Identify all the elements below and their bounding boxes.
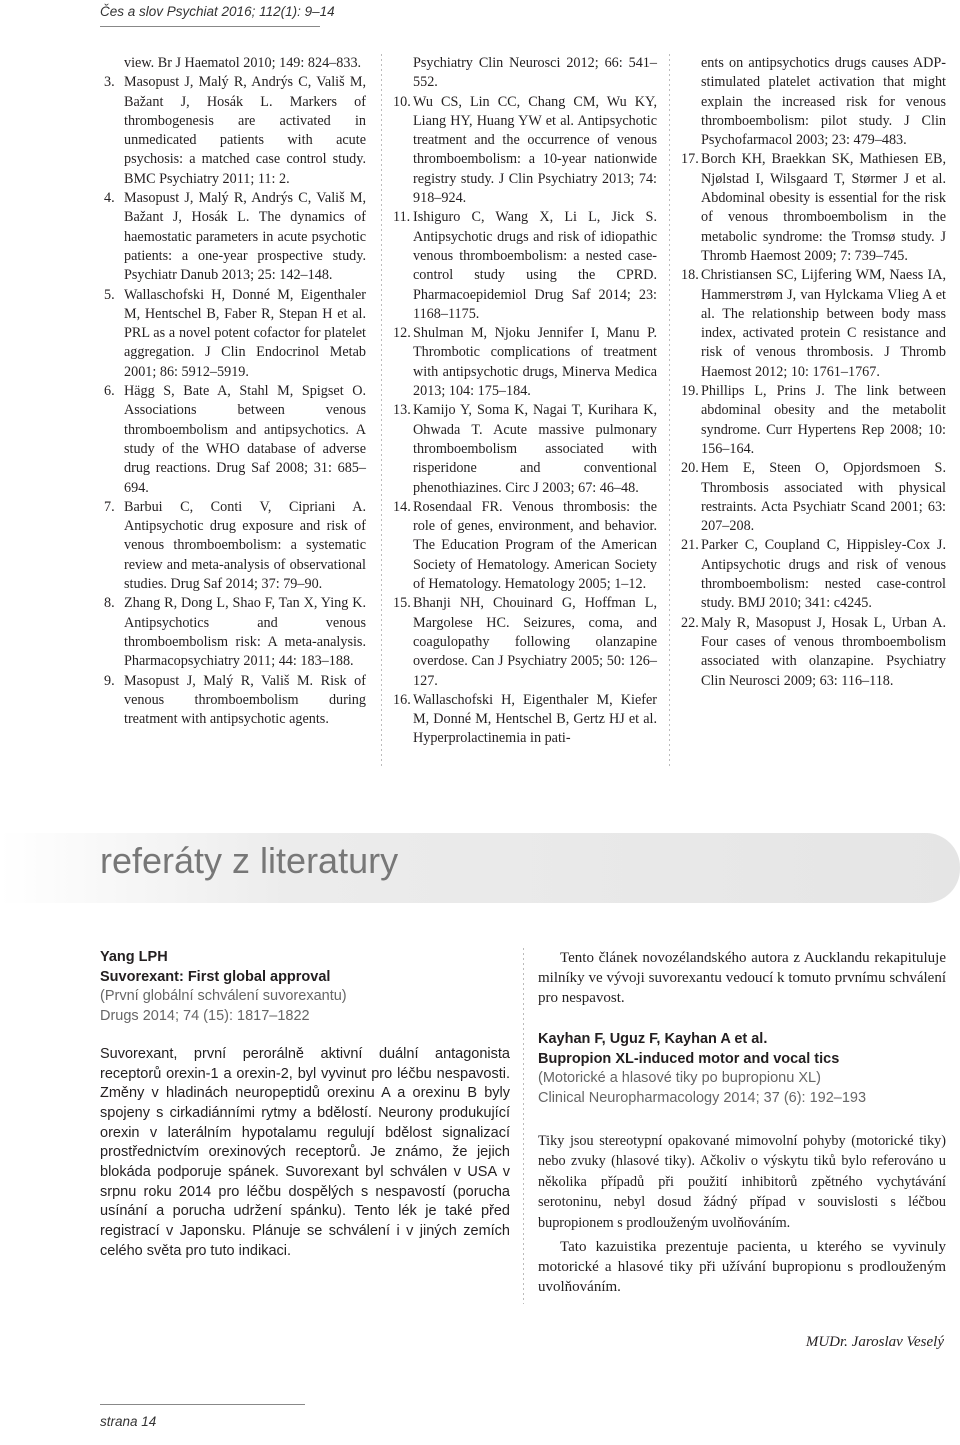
- reference-item: [104, 73, 366, 189]
- article-2-title-cz: (Motorické a hlasové tiky po bupropionu XL): [538, 1070, 821, 1087]
- reference-number: 3.: [104, 74, 115, 91]
- references-column-1: [104, 54, 366, 729]
- reference-text: Christiansen SC, Lijfering WM, Naess IA, Hammerstrøm J, van Hylckama Vlieg A et al. The relationship between body mass index, activated protein C resistance and risk of venous thrombosis. J Thromb Haemost 2012; 10: 1761–1767.: [701, 267, 946, 380]
- footer-rule: [100, 1404, 305, 1405]
- reference-text: Hem E, Steen O, Opjordsmoen S. Thrombosis associated with physical restraints. Acta Psychiatr Scand 2001; 63: 207–208.: [701, 460, 946, 535]
- article-divider: [523, 948, 524, 1304]
- article-1-body: Suvorexant, první perorálně aktivní duální antagonista receptorů orexin-1 a orexin-2, byl vyvinut pro léčbu nespavosti. Změny v hladinách neuropeptidů orexinu A a orexinu B byly spojeny s cirkadiánními rytmy a bdělostí. Neurony produkující orexin v laterálním hypotalamu regulují bdělost signalizací prostřednictvím orexinových receptorů. Je známo, že jejich blokáda podporuje spánek. Suvorexant byl schválen v USA v srpnu roku 2014 pro léčbu dospělých s nespavostí (porucha usínání a porucha udržení spánku). Tento lék je také před registrací v Japonsku. Plánuje se schválení i v jiných zemích celého světa pro tuto indikaci.: [100, 1045, 510, 1259]
- running-head: Čes a slov Psychiat 2016; 112(1): 9–14: [100, 4, 335, 19]
- reference-item: [104, 189, 366, 285]
- column-divider: [669, 54, 670, 768]
- article-2-title: Bupropion XL-induced motor and vocal tics: [538, 1050, 840, 1067]
- reference-number: 10.: [393, 93, 411, 110]
- article-1: [100, 948, 510, 1262]
- page-footer: strana 14: [100, 1414, 157, 1429]
- section-title: referáty z literatury: [100, 840, 399, 881]
- reference-number: [104, 54, 124, 73]
- reference-item: [104, 672, 366, 730]
- reference-number: 7.: [104, 498, 115, 515]
- reference-text: Barbui C, Conti V, Cipriani A. Antipsychotic drug exposure and risk of venous thromboembolism: a systematic review and meta-analysis of observational studies. Drug Saf 2014; 37: 79–90.: [124, 498, 366, 593]
- reference-item: [393, 691, 657, 749]
- article-2-body-1: Tiky jsou stereotypní opakované mimovolní pohyby (motorické tiky) nebo zvuky (hlasové tiky). Ačkoliv o výskytu tiků bylo referováno u několika případů při použití inhibitorů zpětného vychytávání serotoninu, nebyl dosud žádný případ v souvislosti s léčbou bupropionem s prodlouženým uvolňováním.: [538, 1132, 946, 1231]
- reference-number: 9.: [104, 672, 115, 689]
- reference-number: [681, 54, 701, 150]
- reference-item: [393, 498, 657, 594]
- reference-number: 4.: [104, 190, 115, 207]
- reference-text: Masopust J, Malý R, Andrýs C, Vališ M, Bažant J, Hosák L. Markers of thrombogenesis are activated in unmedicated patients with acute psychosis: a matched case control study. BMC Psychiatry 2011; 11: 2.: [124, 74, 366, 187]
- reference-item: [393, 324, 657, 401]
- article-1-title-cz: (První globální schválení suvorexantu): [100, 988, 347, 1005]
- reference-text: Psychiatry Clin Neurosci 2012; 66: 541–552.: [413, 55, 657, 91]
- reference-text: view. Br J Haematol 2010; 149: 824–833.: [124, 55, 362, 71]
- reference-item: [393, 93, 657, 209]
- reference-number: 17.: [681, 151, 699, 168]
- reference-text: Kamijo Y, Soma K, Nagai T, Kurihara K, Ohwada T. Acute massive pulmonary thromboembolism associated with risperidone and conventional phenothiazines. Circ J 2003; 67: 46–48.: [413, 402, 657, 496]
- reference-text: Wu CS, Lin CC, Chang CM, Wu KY, Liang HY, Huang YW et al. Antipsychotic treatment and the occurrence of venous thromboembolism: a 10-year nationwide registry study. J Clin Psychiatry 2013; 74: 918–924.: [413, 93, 657, 207]
- reference-item: [681, 54, 946, 150]
- reference-number: 14.: [393, 498, 411, 515]
- reference-number: 22.: [681, 614, 699, 631]
- reference-number: 15.: [393, 595, 411, 612]
- reference-number: 11.: [393, 209, 411, 226]
- reference-number: [393, 54, 413, 93]
- reference-item: [104, 286, 366, 382]
- article-1-journal: Drugs 2014; 74 (15): 1817–1822: [100, 1008, 310, 1025]
- reference-text: Ishiguro C, Wang X, Li L, Jick S. Antipsychotic drugs and risk of idiopathic venous thromboembolism: a nested case-control study using the CPRD. Pharmacoepidemiol Drug Saf 2014; 23: 1168–1175.: [413, 209, 657, 322]
- reference-number: 8.: [104, 595, 115, 612]
- reference-number: 16.: [393, 691, 411, 708]
- reference-number: 18.: [681, 267, 699, 284]
- reference-number: 13.: [393, 402, 411, 419]
- reference-item: [393, 401, 657, 497]
- reference-number: 12.: [393, 325, 411, 342]
- reference-text: Wallaschofski H, Donné M, Eigenthaler M, Hentschel B, Faber R, Stepan H et al. PRL as a novel potent cofactor for platelet aggregation. J Clin Endocrinol Metab 2001; 86: 5912–5919.: [124, 286, 366, 380]
- reference-text: Parker C, Coupland C, Hippisley-Cox J. Antipsychotic drugs and risk of venous thromboembolism: nested case-control study. BMJ 2010; 341: c4245.: [701, 537, 946, 612]
- reference-text: Rosendaal FR. Venous thrombosis: the role of genes, environment, and behavior. The Education Program of the American Society of Hematology. American Society of Hematology. Hematology 2005; 1–12.: [413, 498, 657, 593]
- reference-number: 6.: [104, 383, 115, 400]
- reference-item: [393, 594, 657, 690]
- reference-number: 21.: [681, 537, 699, 554]
- reference-item: [104, 594, 366, 671]
- reference-number: 5.: [104, 286, 115, 303]
- references-column-2: [393, 54, 657, 749]
- reference-item: [104, 382, 366, 498]
- reference-number: 20.: [681, 460, 699, 477]
- reference-text: Phillips L, Prins J. The link between abdominal obesity and the metabolit syndrome. Curr Hypertens Rep 2008; 10: 156–164.: [701, 383, 946, 457]
- reference-text: Maly R, Masopust J, Hosak L, Urban A. Four cases of venous thromboembolism associated with olanzapine. Psychiatry Clin Neurosci 2009; 63: 116–118.: [701, 614, 946, 689]
- reference-text: Wallaschofski H, Eigenthaler M, Kiefer M, Donné M, Hentschel B, Gertz HJ et al. Hyperprolactinemia in pati-: [413, 691, 657, 747]
- reference-item: [104, 498, 366, 594]
- reference-item: [681, 266, 946, 382]
- article-2: [538, 948, 946, 1297]
- reference-text: Shulman M, Njoku Jennifer I, Manu P. Thrombotic complications of treatment with antipsychotic drugs, Minerva Medica 2013; 104: 175–184.: [413, 325, 657, 400]
- reference-text: Borch KH, Braekkan SK, Mathiesen EB, Njølstad I, Wilsgaard T, Størmer J et al. Abdominal obesity is essential for the risk of venous thromboembolism in the metabolic syndrome: the Tromsø study. J Thromb Haemost 2009; 7: 739–745.: [701, 151, 946, 264]
- article-2-author: Kayhan F, Uguz F, Kayhan A et al.: [538, 1031, 768, 1047]
- reference-item: [681, 614, 946, 691]
- reference-item: [681, 150, 946, 266]
- article-2-body-2: Tato kazuistika prezentuje pacienta, u kterého se vyvinuly motorické a hlasové tiky při užívání bupropionu s prodlouženým uvolňováním.: [538, 1239, 946, 1296]
- article-1-title: Suvorexant: First global approval: [100, 968, 331, 985]
- article-2-journal: Clinical Neuropharmacology 2014; 37 (6): 192–193: [538, 1090, 867, 1107]
- article-1-continuation: Tento článek novozélandského autora z Aucklandu rekapituluje milníky ve vývoji suvorexantu vedoucí k tomuto prvnímu schválení pro nespavost.: [538, 950, 946, 1006]
- reference-text: ents on antipsychotics drugs causes ADP-stimulated platelet activation that might explain the increased risk for venous thromboembolism: pilot study. J Clin Psychofarmacol 2003; 23: 479–483.: [701, 55, 946, 149]
- reference-text: Hägg S, Bate A, Stahl M, Spigset O. Associations between venous thromboembolism and antipsychotics. A study of the WHO database of adverse drug reactions. Drug Saf 2008; 31: 685–694.: [124, 383, 366, 496]
- references-column-3: [681, 54, 946, 691]
- reference-item: [104, 54, 366, 73]
- reference-item: [393, 54, 657, 93]
- reference-text: Masopust J, Malý R, Andrýs C, Vališ M, Bažant J, Hosák L. The dynamics of haemostatic parameters in acute psychotic patients: a one-year prospective study. Psychiatr Danub 2013; 25: 142–148.: [124, 190, 366, 284]
- reference-text: Bhanji NH, Chouinard G, Hoffman L, Margolese HC. Seizures, coma, and coagulopathy following olanzapine overdose. Can J Psychiatry 2005; 50: 126–127.: [413, 595, 657, 689]
- reference-item: [681, 536, 946, 613]
- column-divider: [381, 54, 382, 768]
- header-rule: [100, 26, 320, 27]
- reference-text: Zhang R, Dong L, Shao F, Tan X, Ying K. Antipsychotics and venous thromboembolism risk: A meta-analysis. Pharmacopsychiatry 2011; 44: 183–188.: [124, 595, 366, 670]
- signature: MUDr. Jaroslav Veselý: [805, 1334, 944, 1350]
- reference-item: [681, 382, 946, 459]
- reference-text: Masopust J, Malý R, Vališ M. Risk of venous thromboembolism during treatment with antipsychotic agents.: [124, 672, 366, 728]
- reference-number: 19.: [681, 383, 699, 400]
- reference-item: [681, 459, 946, 536]
- reference-item: [393, 208, 657, 324]
- article-1-author: Yang LPH: [100, 949, 168, 965]
